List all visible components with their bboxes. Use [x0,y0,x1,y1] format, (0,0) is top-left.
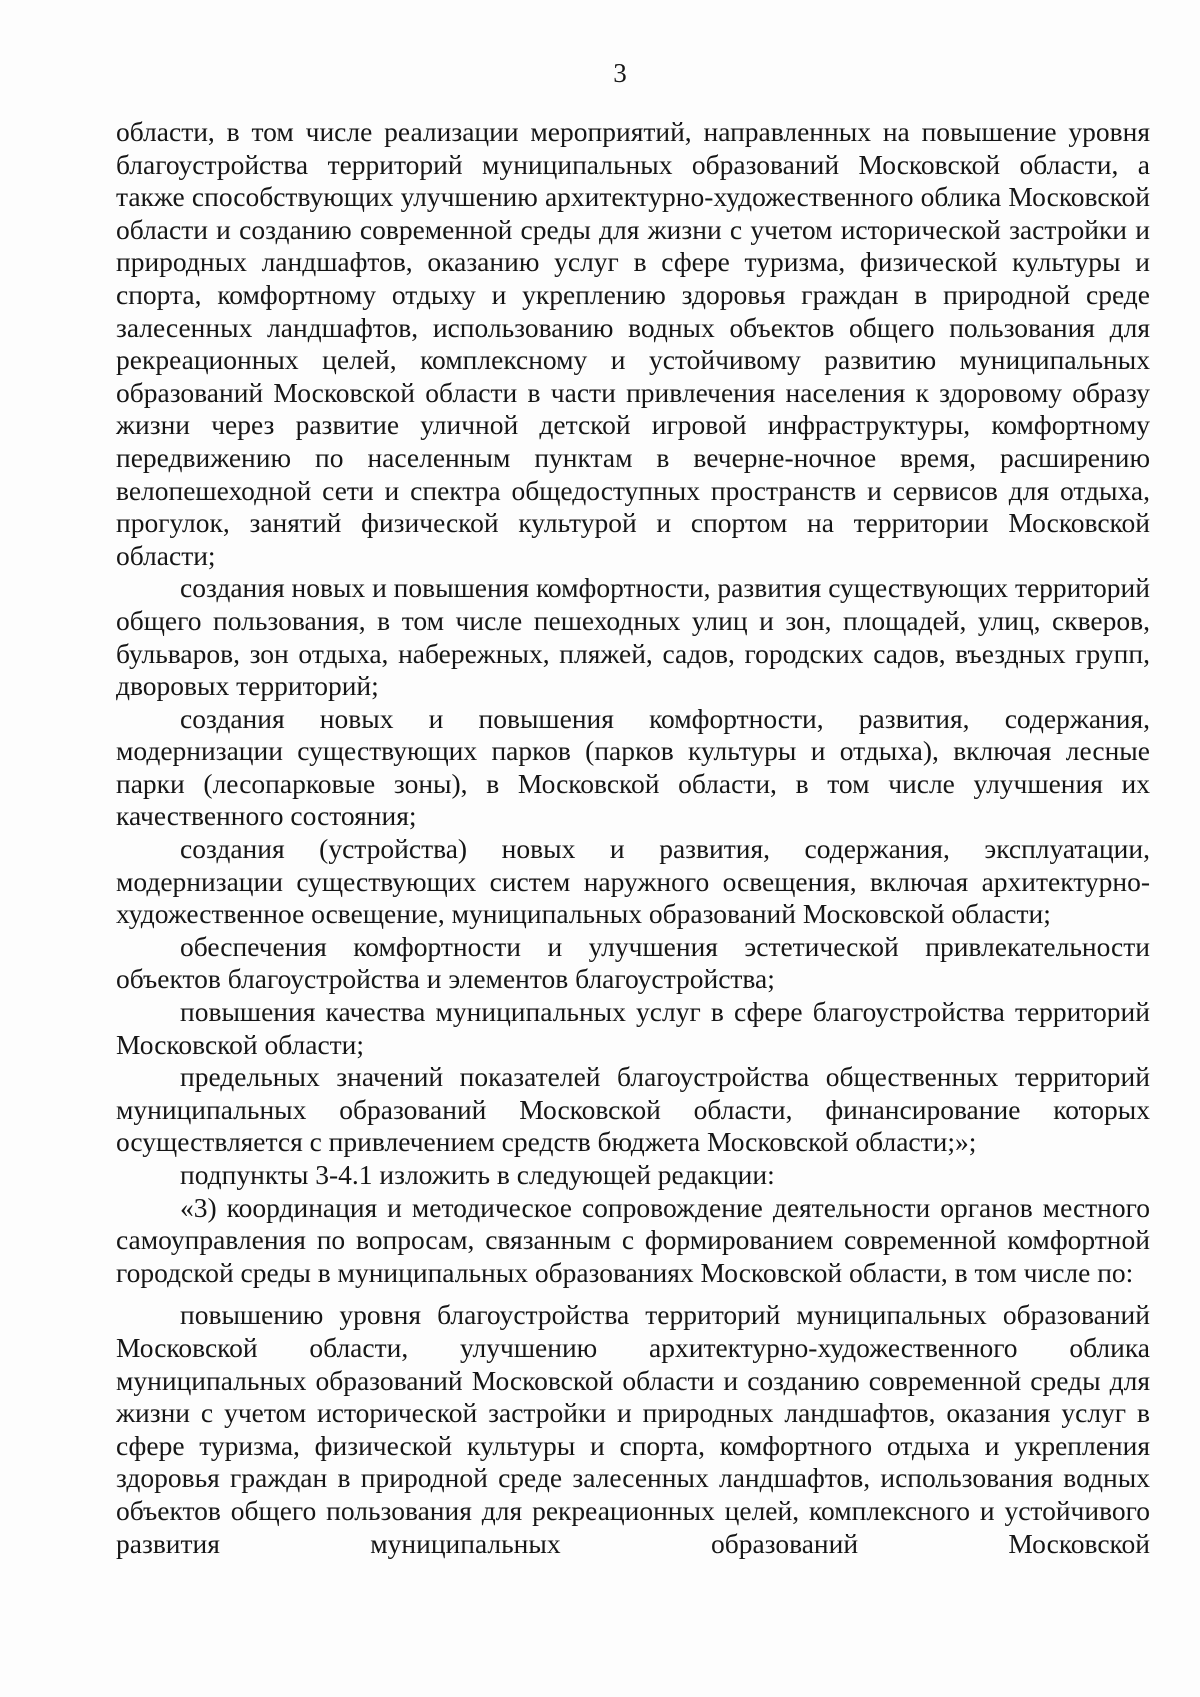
paragraph-parks: создания новых и повышения комфортности, развития, содержания, модернизации существующих парков (парков культуры и отдыха), включая лесные парки (лесопарковые зоны), в Московской области, в том числе улучшения их качественного состояния; [116,702,1150,832]
paragraph-comfort: обеспечения комфортности и улучшения эстетической привлекательности объектов благоустройства и элементов благоустройства; [116,930,1150,995]
paragraph-continuation: области, в том числе реализации мероприятий, направленных на повышение уровня благоустройства территорий муниципальных образований Московской области, а также способствующих улучшению архитектурно-художественного облика Московской области и созданию современной среды для жизни с учетом исторической застройки и природных ландшафтов, оказанию услуг в сфере туризма, физической культуры и спорта, комфортному отдыху и укреплению здоровья граждан в природной среде залесенных ландшафтов, использованию водных объектов общего пользования для рекреационных целей, комплексному и устойчивому развитию муниципальных образований Московской области в части привлечения населения к здоровому образу жизни через развитие уличной детской игровой инфраструктуры, комфортному передвижению по населенным пунктам в вечерне-ночное время, расширению велопешеходной сети и спектра общедоступных пространств и сервисов для отдыха, прогулок, занятий физической культурой и спортом на территории Московской области; [116,116,1150,571]
paragraph-services-quality: повышения качества муниципальных услуг в сфере благоустройства территорий Московской области; [116,996,1150,1060]
paragraph-limit-values: предельных значений показателей благоустройства общественных территорий муниципальных образований Московской области, финансирование которых осуществляется с привлечением средств бюджета Московской области;»; [116,1061,1150,1158]
paragraph-lighting: создания (устройства) новых и развития, содержания, эксплуатации, модернизации существующих систем наружного освещения, включая архитектурно-художественное освещение, муниципальных образований Московской области; [116,833,1150,930]
paragraph-subclauses: подпункты 3-4.1 изложить в следующей редакции: [180,1159,775,1190]
document-body [116,116,1150,1560]
paragraph-public-territories: создания новых и повышения комфортности, развития существующих территорий общего пользования, в том числе пешеходных улиц и зон, площадей, улиц, скверов, бульваров, зон отдыха, набережных, пляжей, садов, городских садов, въездных групп, дворовых территорий; [116,572,1150,702]
paragraph-improvement-level: повышению уровня благоустройства территорий муниципальных образований Московской области, улучшению архитектурно-художественного облика муниципальных образований Московской области и созданию современной среды для жизни с учетом исторической застройки и природных ландшафтов, оказания услуг в сфере туризма, физической культуры и спорта, комфортного отдыха и укрепления здоровья граждан в природной среде залесенных ландшафтов, использования водных объектов общего пользования для рекреационных целей, комплексного и устойчивого развития муниципальных образований Московской [116,1299,1150,1559]
page-number: 3 [613,58,627,88]
paragraph-clause-3: «3) координация и методическое сопровождение деятельности органов местного самоуправления по вопросам, связанным с формированием современной комфортной городской среды в муниципальных образованиях Московской области, в том числе по: [116,1191,1150,1288]
